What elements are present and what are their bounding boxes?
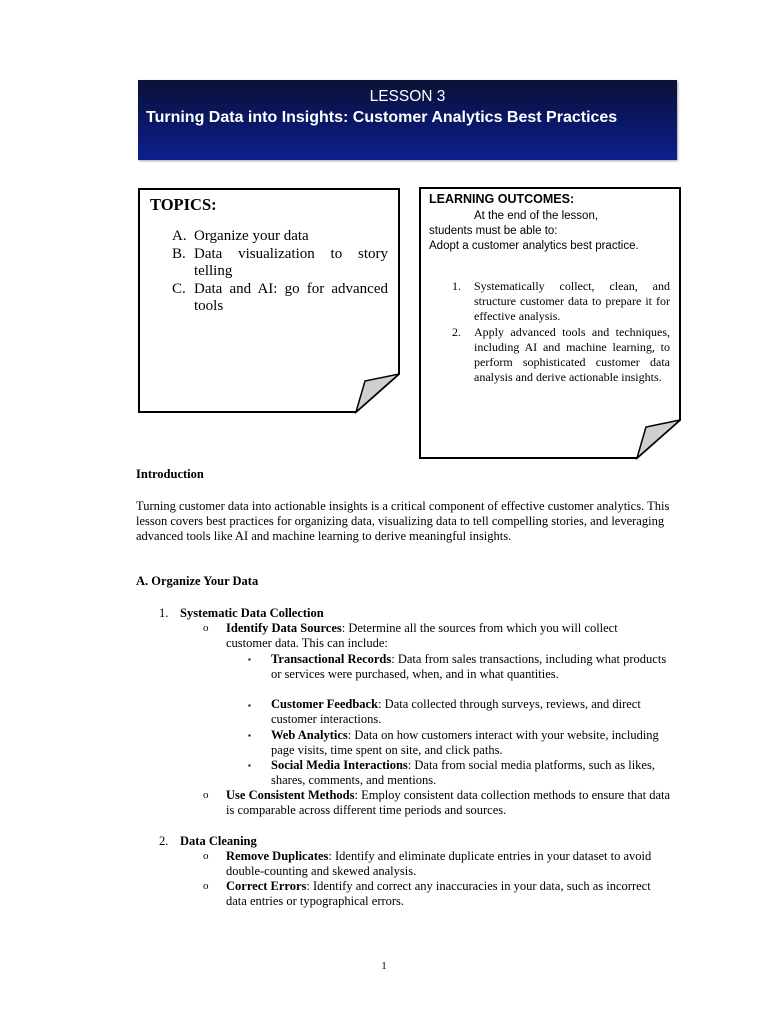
list-item [172, 246, 388, 281]
list-marker: 2. [452, 324, 461, 339]
list-marker: 1. [159, 606, 169, 620]
subsection-title: Systematic Data Collection [180, 606, 324, 620]
list-item [452, 279, 670, 325]
intro-line: At the end of the lesson, [474, 210, 599, 222]
square-bullet: ▪ [248, 655, 251, 664]
square-bullet: ▪ [248, 701, 251, 710]
outcomes-list [452, 279, 670, 385]
intro-line: Adopt a customer analytics best practice. [429, 240, 639, 252]
list-item: Web Analytics: Data on how customers interact with your website, including page visits, time spent on site, and click paths. [271, 728, 659, 758]
outcome-text: Apply advanced tools and techniques, including AI and machine learning, to perform sophisticated customer data analysis and derive actionable insights. [474, 324, 670, 385]
topics-card [138, 188, 400, 414]
list-item: Customer Feedback: Data collected through surveys, reviews, and direct customer interactions. [271, 697, 641, 727]
topic-text: Data and AI: go for advanced tools [194, 280, 388, 314]
topic-text: Data visualization to story telling [194, 245, 388, 279]
list-item: Transactional Records: Data from sales transactions, including what products or services were purchased, when, and in what quantities. [271, 652, 667, 682]
circle-bullet: o [203, 880, 209, 892]
square-bullet: ▪ [248, 761, 251, 770]
page-number: 1 [381, 960, 387, 972]
introduction-paragraph: Turning customer data into actionable insights is a critical component of effective customer analytics. This lesson covers best practices for organizing data, visualizing data to tell compelling stories, and leveraging advanced tools like AI and machine learning to derive meaningful insights. [136, 499, 670, 544]
topics-list [172, 228, 388, 316]
subsection-title: Data Cleaning [180, 834, 257, 848]
list-marker: A. [172, 228, 187, 244]
lesson-banner [138, 80, 677, 160]
lesson-title: Turning Data into Insights: Customer Analytics Best Practices [146, 109, 618, 126]
outcomes-intro [429, 209, 674, 254]
list-item: Use Consistent Methods: Employ consistent data collection methods to ensure that data is comparable across different time periods and sources. [226, 788, 671, 818]
intro-line: students must be able to: [429, 225, 558, 237]
list-marker: 2. [159, 834, 169, 848]
circle-bullet: o [203, 789, 209, 801]
list-marker: B. [172, 245, 186, 262]
circle-bullet: o [203, 850, 209, 862]
list-item [452, 325, 670, 386]
list-item: Remove Duplicates: Identify and eliminate duplicate entries in your dataset to avoid double-counting and skewed analysis. [226, 849, 652, 879]
topics-heading: TOPICS: [150, 195, 217, 214]
outcomes-heading: LEARNING OUTCOMES: [429, 192, 575, 206]
lesson-number: LESSON 3 [369, 88, 446, 105]
square-bullet: ▪ [248, 731, 251, 740]
section-a-heading: A. Organize Your Data [136, 574, 259, 588]
list-marker: 1. [452, 279, 461, 293]
learning-outcomes-card [419, 187, 681, 460]
introduction-heading: Introduction [136, 467, 204, 481]
list-item [172, 228, 388, 246]
outcome-text: Systematically collect, clean, and structure customer data to prepare it for effective analysis. [474, 279, 670, 324]
list-marker: C. [172, 280, 186, 297]
list-item: Correct Errors: Identify and correct any inaccuracies in your data, such as incorrect data entries or typographical errors. [226, 879, 651, 909]
circle-bullet: o [203, 622, 209, 634]
list-item: Identify Data Sources: Determine all the sources from which you will collect customer data. This can include: [226, 621, 618, 651]
list-item: Social Media Interactions: Data from social media platforms, such as likes, shares, comments, and mentions. [271, 758, 655, 788]
list-item [172, 281, 388, 316]
topic-text: Organize your data [194, 228, 309, 244]
